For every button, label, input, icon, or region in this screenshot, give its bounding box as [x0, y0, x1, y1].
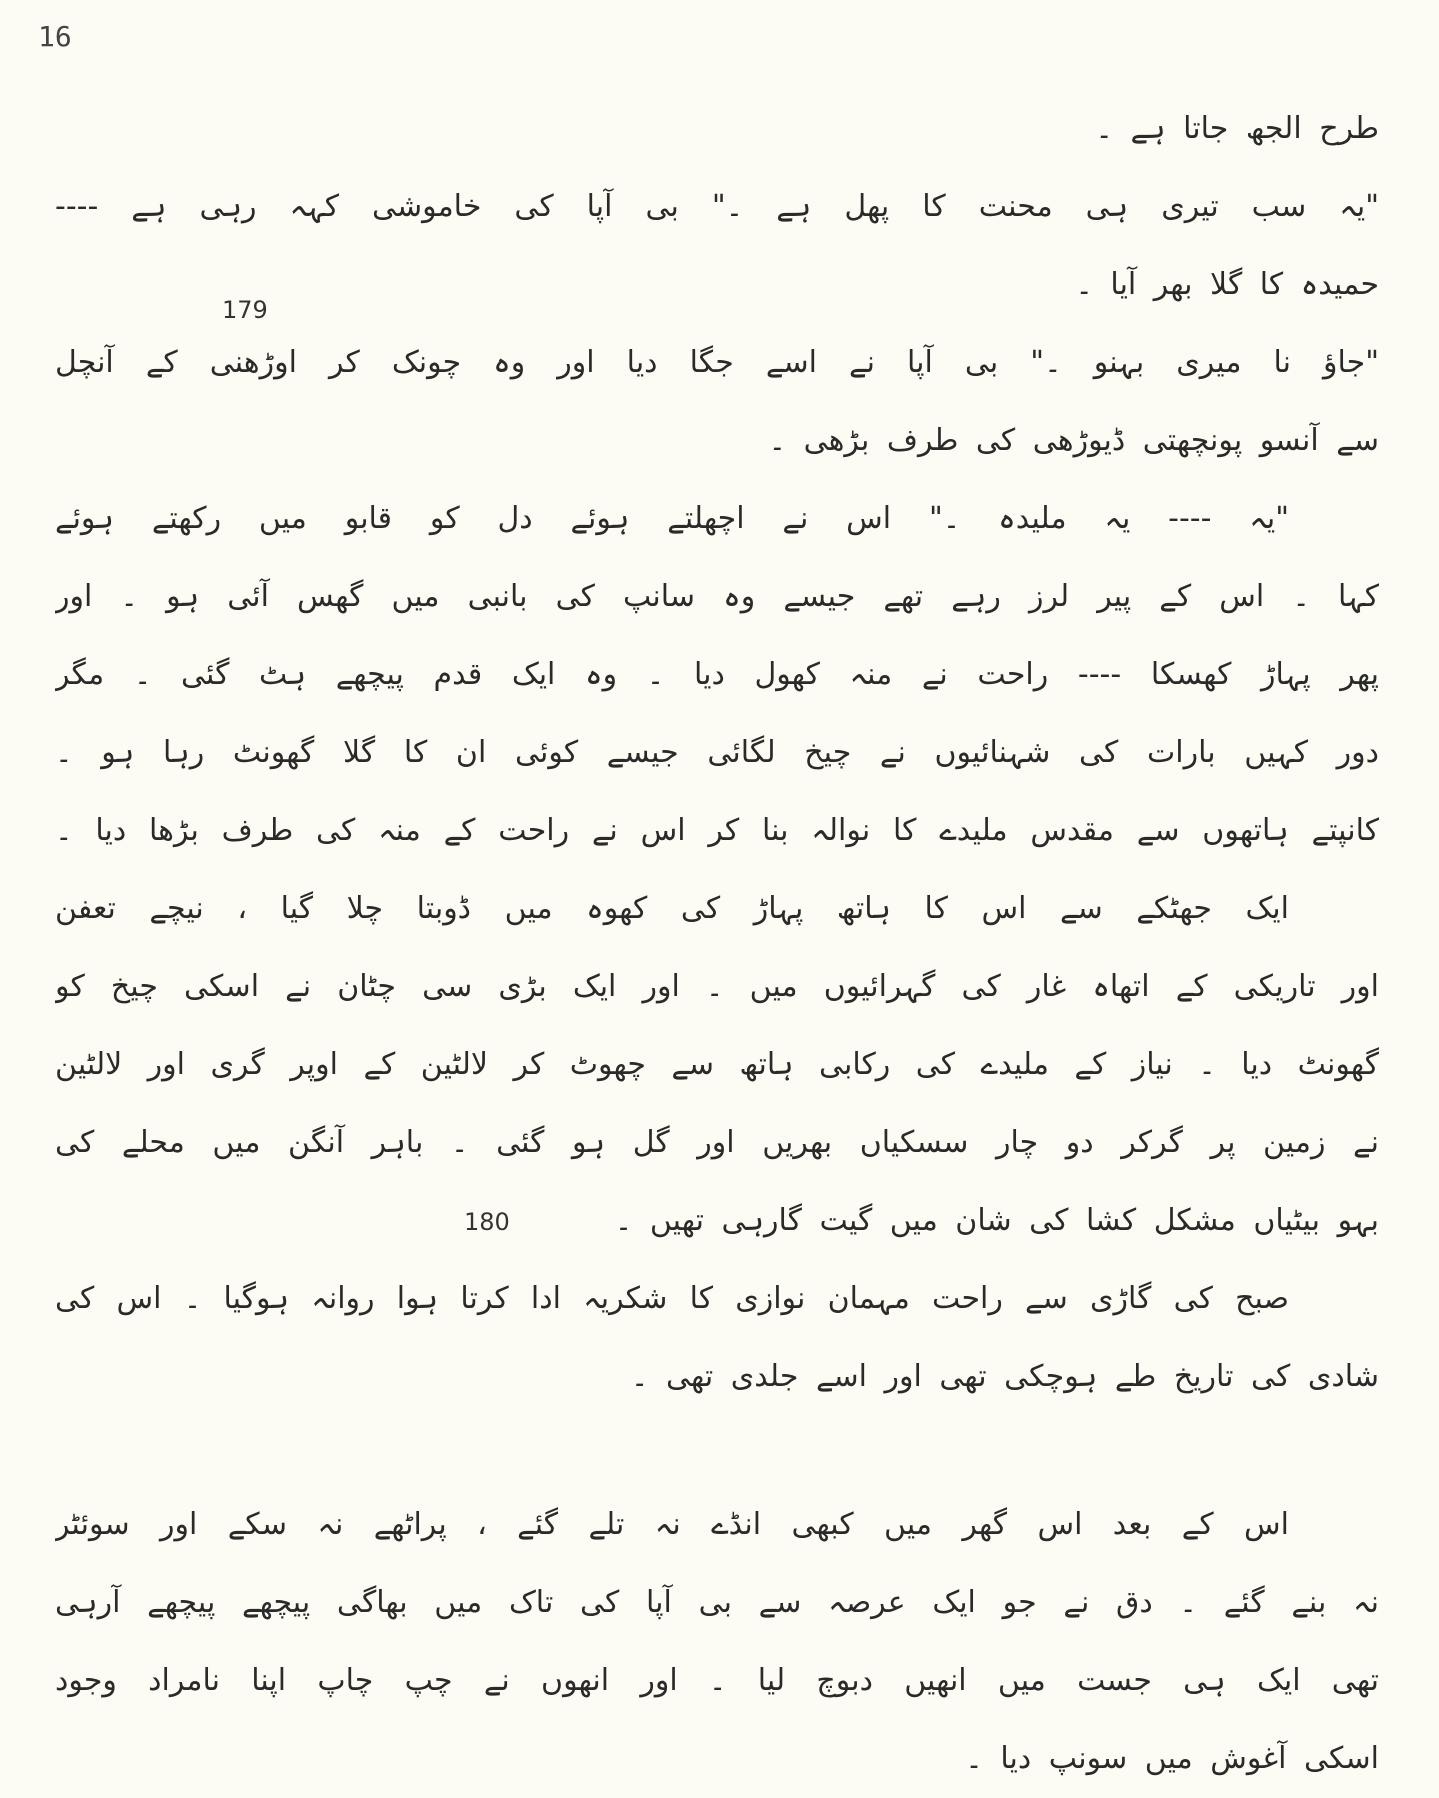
document-body [55, 90, 1379, 1798]
section-gap [55, 1416, 1379, 1486]
text-line: اور تاریکی کے اتھاہ غار کی گہرائیوں میں ۔ اور ایک بڑی سی چٹان نے اسکی چیخ کو [55, 969, 1379, 1004]
text-line: "جاؤ نا میری بہنو ۔" بی آپا نے اسے جگا دیا اور وہ چونک کر اوڑھنی کے آنچل [55, 345, 1379, 380]
text-line: ایک جھٹکے سے اس کا ہاتھ پہاڑ کی کھوہ میں ڈوبتا چلا گیا ، نیچے تعفن [55, 891, 1289, 926]
text-line: شادی کی تاریخ طے ہوچکی تھی اور اسے جلدی تھی ۔ [630, 1359, 1379, 1394]
text-line: اس کے بعد اس گھر میں کبھی انڈے نہ تلے گئے ، پراٹھے نہ سکے اور سوئٹر [55, 1507, 1289, 1542]
text-line: دور کہیں بارات کی شہنائیوں نے چیخ لگائی جیسے کوئی ان کا گلا گھونٹ رہا ہو ۔ [55, 735, 1379, 770]
text-line: صبح کی گاڑی سے راحت مہمان نوازی کا شکریہ ادا کرتا ہوا روانہ ہوگیا ۔ اس کی [55, 1281, 1289, 1316]
text-line: گھونٹ دیا ۔ نیاز کے ملیدے کی رکابی ہاتھ سے چھوٹ کر لالٹین کے اوپر گری اور لالٹین [55, 1047, 1379, 1082]
text-line: نہ بنے گئے ۔ دق نے جو ایک عرصہ سے بی آپا کی تاک میں بھاگی پیچھے پیچھے آرہی [55, 1585, 1379, 1620]
text-line: طرح الجھ جاتا ہے ۔ [1095, 111, 1379, 146]
text-line: حمیدہ کا گلا بھر آیا ۔ [1075, 267, 1379, 302]
text-line: پھر پہاڑ کھسکا ---- راحت نے منہ کھول دیا ۔ وہ ایک قدم پیچھے ہٹ گئی ۔ مگر [55, 657, 1379, 692]
text-line: اسکی آغوش میں سونپ دیا ۔ [965, 1741, 1379, 1776]
text-line: "یہ ---- یہ ملیدہ ۔" اس نے اچھلتے ہوئے دل کو قابو میں رکھتے ہوئے [55, 501, 1289, 536]
text-line: نے زمین پر گرکر دو چار سسکیاں بھریں اور گل ہو گئی ۔ باہر آنگن میں محلے کی [55, 1125, 1379, 1160]
footnote-marker: 179 [222, 296, 268, 324]
page-number: 16 [38, 20, 72, 53]
text-line: "یہ سب تیری ہی محنت کا پھل ہے ۔" بی آپا کی خاموشی کہہ رہی ہے ---- [55, 189, 1379, 224]
text-line: کہا ۔ اس کے پیر لرز رہے تھے جیسے وہ سانپ کی بانبی میں گھس آئی ہو ۔ اور [55, 579, 1379, 614]
text-line: کانپتے ہاتھوں سے مقدس ملیدے کا نوالہ بنا کر اس نے راحت کے منہ کی طرف بڑھا دیا ۔ [55, 813, 1379, 848]
text-line: سے آنسو پونچھتی ڈیوڑھی کی طرف بڑھی ۔ [768, 423, 1379, 458]
footnote-marker: 180 [464, 1208, 510, 1236]
text-line: بہو بیٹیاں مشکل کشا کی شان میں گیت گارہی تھیں ۔ [614, 1203, 1379, 1238]
text-line: تھی ایک ہی جست میں انھیں دبوچ لیا ۔ اور انھوں نے چپ چاپ اپنا نامراد وجود [55, 1663, 1379, 1698]
